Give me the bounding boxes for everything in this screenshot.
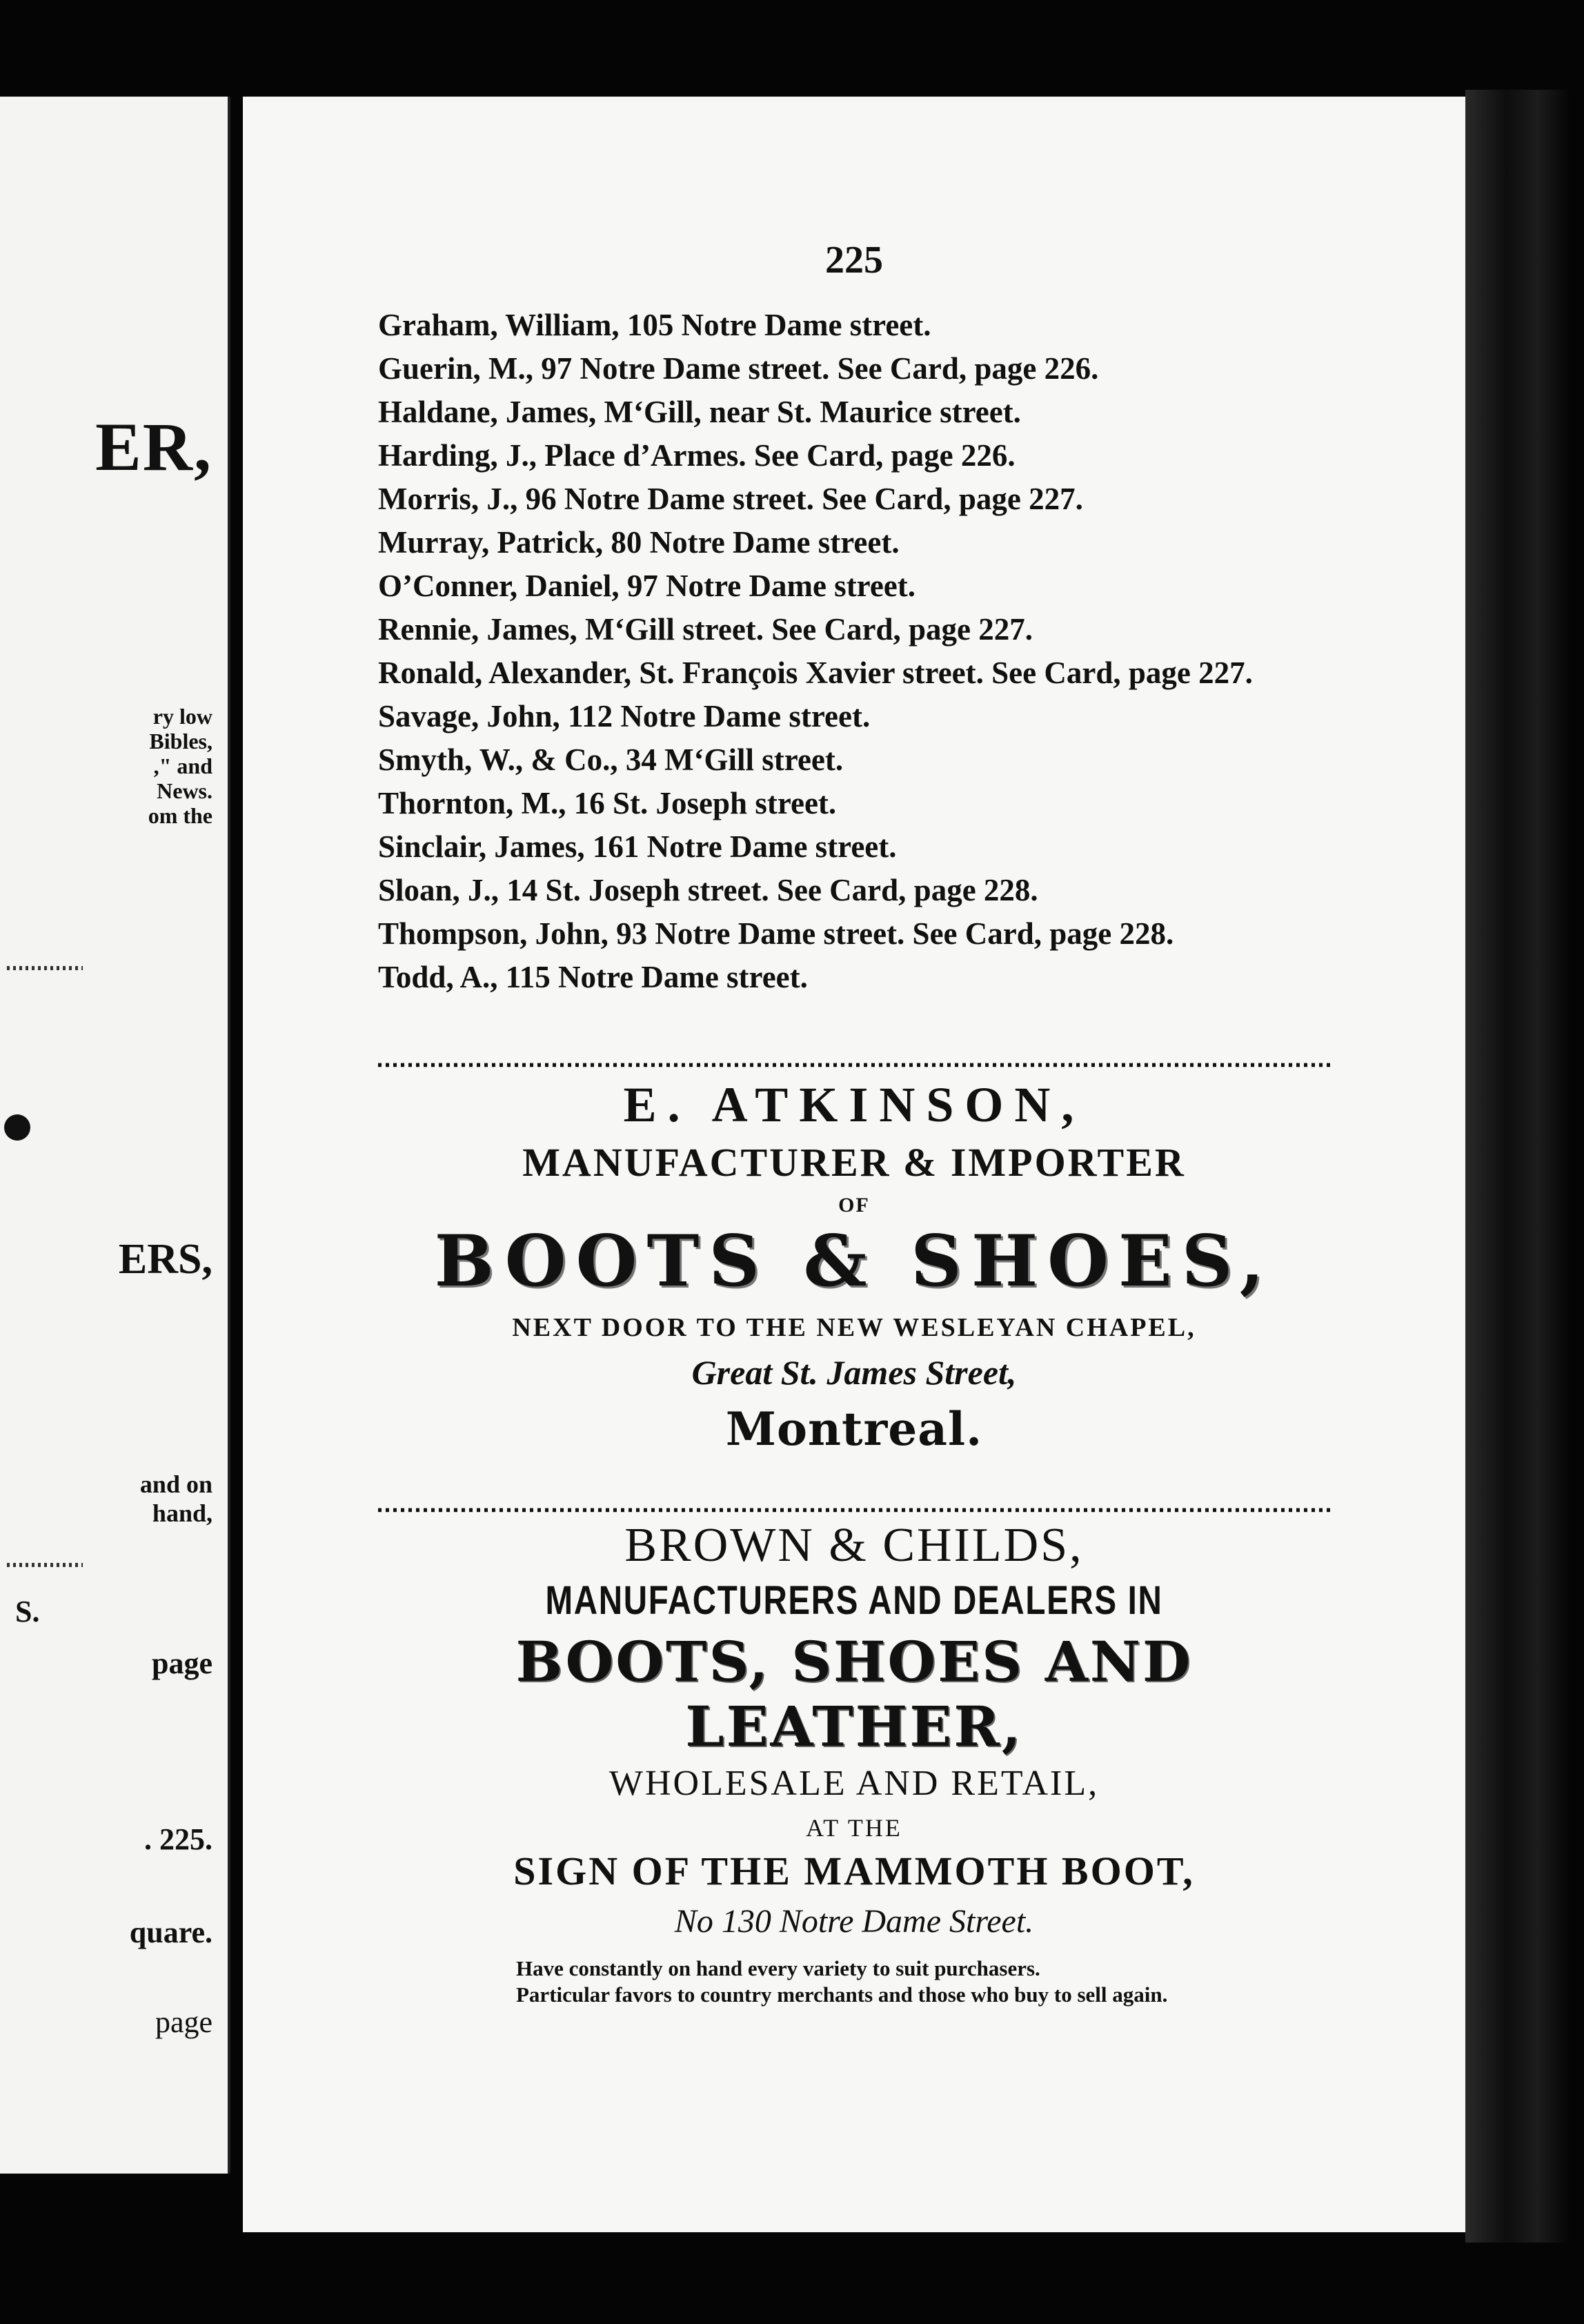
facing-heading-fragment-2: ERS, (118, 1236, 212, 1283)
page-number: 225 (825, 239, 883, 282)
facing-hand-fragment: and on hand, (139, 1470, 212, 1527)
list-item: Murray, Patrick, 80 Notre Dame street. (378, 525, 900, 560)
wavy-divider (378, 1059, 1330, 1069)
list-item: Harding, J., Place d’Armes. See Card, page 226. (378, 438, 1016, 473)
brown-childs-advertisement (378, 1518, 1330, 2008)
facing-divider (7, 966, 83, 970)
facing-divider-2 (7, 1563, 83, 1567)
list-item: Sinclair, James, 161 Notre Dame street. (378, 829, 897, 864)
directory-page (243, 97, 1465, 2232)
trade-line: WHOLESALE AND RETAIL, (608, 1764, 1100, 1803)
city-line: Montreal. (725, 1402, 983, 1456)
list-item: O’Conner, Daniel, 97 Notre Dame street. (378, 569, 916, 603)
street-line: Great St. James Street, (691, 1353, 1017, 1392)
list-item: Ronald, Alexander, St. François Xavier street. See Card, page 227. (378, 656, 1253, 690)
list-item: Smyth, W., & Co., 34 M‘Gill street. (378, 742, 844, 777)
list-item: Morris, J., 96 Notre Dame street. See Card, page 227. (378, 482, 1083, 516)
facing-heading-fragment: ER, (95, 408, 212, 485)
facing-page-fragment-2: page (155, 2005, 212, 2039)
facing-number-fragment: . 225. (144, 1822, 212, 1856)
fine-print: Have constantly on hand every variety to suit purchasers. Particular favors to country merchants and those who buy to sell again. (516, 1956, 1168, 2007)
advertiser-name: BROWN & CHILDS, (624, 1519, 1084, 1572)
directory-listings (378, 304, 1378, 999)
advertiser-trade: MANUFACTURERS AND DEALERS IN (545, 1578, 1163, 1623)
advertiser-name: E. ATKINSON, (623, 1077, 1085, 1132)
ornament-icon (4, 1114, 30, 1141)
wavy-divider-2 (378, 1504, 1330, 1514)
facing-s-fragment: S. (15, 1595, 40, 1628)
list-item: Guerin, M., 97 Notre Dame street. See Card, page 226. (378, 351, 1099, 386)
list-item: Todd, A., 115 Notre Dame street. (378, 960, 808, 994)
list-item: Haldane, James, M‘Gill, near St. Maurice street. (378, 395, 1021, 429)
sign-line: SIGN OF THE MAMMOTH BOOT, (513, 1849, 1195, 1893)
advertiser-trade: MANUFACTURER & IMPORTER (522, 1140, 1186, 1185)
list-item: Thompson, John, 93 Notre Dame street. See Card, page 228. (378, 916, 1174, 951)
product-heading: BOOTS, SHOES AND LEATHER, (515, 1629, 1193, 1759)
facing-square-fragment: quare. (129, 1916, 212, 1949)
facing-page (0, 97, 230, 2174)
facing-page-fragment: page (152, 1646, 212, 1680)
list-item: Savage, John, 112 Notre Dame street. (378, 699, 871, 733)
list-item: Sloan, J., 14 St. Joseph street. See Card, page 228. (378, 873, 1038, 907)
list-item: Graham, William, 105 Notre Dame street. (378, 308, 931, 342)
facing-text-fragment: ry low Bibles, ," and News. om the (148, 704, 212, 828)
address-line: No 130 Notre Dame Street. (674, 1903, 1034, 1940)
product-heading: BOOTS & SHOES, (434, 1220, 1274, 1303)
at-the-label: AT THE (806, 1814, 902, 1842)
location-line: NEXT DOOR TO THE NEW WESLEYAN CHAPEL, (512, 1313, 1196, 1342)
list-item: Rennie, James, M‘Gill street. See Card, page 227. (378, 612, 1033, 647)
list-item: Thornton, M., 16 St. Joseph street. (378, 786, 837, 820)
of-label: OF (838, 1194, 870, 1217)
atkinson-advertisement (378, 1076, 1330, 1456)
book-page-edge (1465, 90, 1569, 2243)
